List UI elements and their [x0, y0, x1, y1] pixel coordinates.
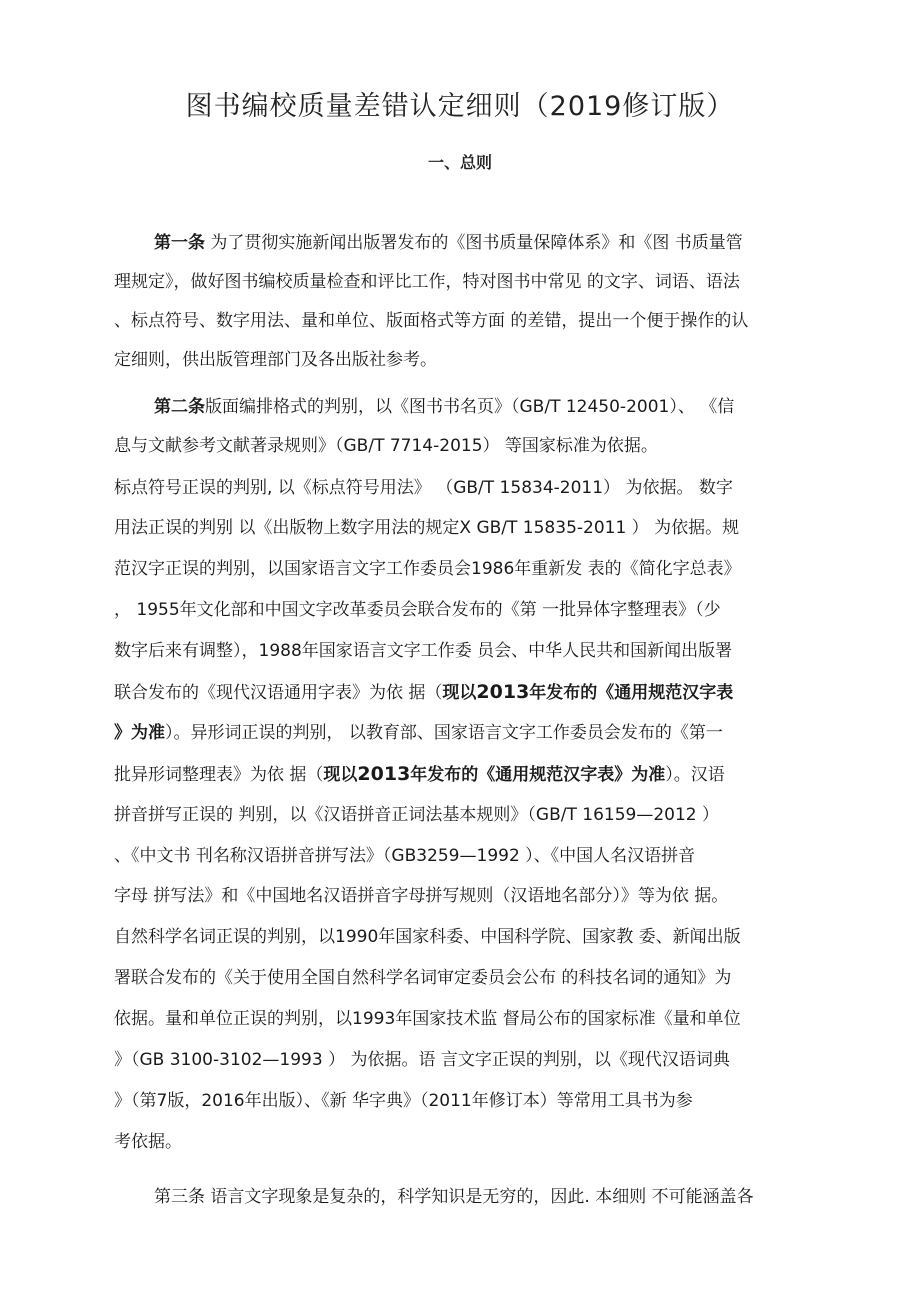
article2-line-9-bold: 》为准	[114, 723, 165, 743]
article2-line-18: 》（第7版，2016年出版）、《新 华字典》（2011年修订本）等常用工具书为参	[114, 1091, 693, 1111]
article2-line-10-bold-b: 年发布的《通用规范汉字表》为准	[410, 765, 666, 785]
document-title: 图书编校质量差错认定细则（2019修订版）	[185, 91, 735, 122]
article2-line-7: 数字后来有调整），1988年国家语言文字工作委 员会、中华人民共和国新闻出版署	[114, 641, 733, 661]
article2-line-16: 依据。量和单位正误的判别，以1993年国家技术监 督局公布的国家标准《量和单位	[114, 1009, 741, 1029]
article2-line-3: 标点符号正误的判别, 以《标点符号用法》 （GB/T 15834-2011） 为依据。 数字	[114, 478, 733, 498]
article2-line-4: 用法正误的判别 以《出版物上数字用法的规定X GB/T 15835-2011 ） 为依据。规	[114, 518, 740, 538]
article2-line-15: 署联合发布的《关于使用全国自然科学名词审定委员会公布 的科技名词的通知》为	[114, 968, 732, 988]
article2-line-10-bold-a: 现以	[323, 765, 358, 785]
article2-line-8-pre: 联合发布的《现代汉语通用字表》为依 据（	[114, 683, 443, 703]
article3-line-1: 第三条 语言文字现象是复杂的，科学知识是无穷的，因此. 本细则 不可能涵盖各	[154, 1187, 754, 1207]
article1-label: 第一条	[154, 233, 205, 253]
article2-label: 第二条	[154, 397, 205, 417]
article2-line-8	[114, 680, 733, 705]
article2-line-10	[114, 762, 725, 787]
article2-line-12: 、《中文书 刊名称汉语拼音拼写法》（GB3259—1992 ）、《中国人名汉语拼音	[114, 846, 696, 866]
article2-line-2: 息与文献参考文献著录规则》（GB/T 7714-2015） 等国家标准为依据。	[114, 436, 658, 456]
article2-line-19: 考依据。	[114, 1132, 182, 1152]
article2-line-10-pre: 批异形词整理表》为依 据（	[114, 765, 324, 785]
article2-line-10-post: ）。汉语	[665, 765, 725, 785]
article2-line-10-year: 2013	[357, 763, 411, 785]
section-heading: 一、总则	[427, 153, 492, 172]
article2-text-1: 版面编排格式的判别，以《图书书名页》（GB/T 12450-2001）、 《信	[205, 397, 735, 417]
article2-line-8-bold-a: 现以	[442, 683, 477, 703]
article1-line-2: 理规定》，做好图书编校质量检查和评比工作，特对图书中常见 的文字、词语、语法	[114, 272, 740, 292]
article1-line-4: 定细则，供出版管理部门及各出版社参考。	[114, 350, 437, 370]
article1-line-1	[154, 231, 743, 255]
article2-line-9	[114, 721, 723, 745]
article2-line-5: 范汉字正误的判别，以国家语言文字工作委员会1986年重新发 表的《简化字总表》	[114, 559, 741, 579]
article2-line-11: 拼音拼写正误的 判别，以《汉语拼音正词法基本规则》（GB/T 16159—2012 ）	[114, 805, 720, 825]
article1-text-1: 为了贯彻实施新闻出版署发布的《图书质量保障体系》和《图 书质量管	[205, 233, 743, 253]
article1-line-3: 、标点符号、数字用法、量和单位、版面格式等方面 的差错，提出一个便于操作的认	[114, 311, 749, 331]
article2-line-9-rest: ）。异形词正误的判别， 以教育部、国家语言文字工作委员会发布的《第一	[165, 723, 723, 743]
article2-line-8-bold-b: 年发布的《通用规范汉字表	[529, 683, 734, 703]
article2-line-17: 》（GB 3100-3102—1993 ） 为依据。语 言文字正误的判别，以《现代汉语词典	[114, 1050, 730, 1070]
article2-line-13: 字母 拼写法》和《中国地名汉语拼音字母拼写规则（汉语地名部分）》等为依 据。	[114, 886, 729, 906]
article2-line-14: 自然科学名词正误的判别，以1990年国家科委、中国科学院、国家教 委、新闻出版	[114, 927, 741, 947]
article2-line-8-year: 2013	[476, 681, 530, 703]
article2-line-6: ， 1955年文化部和中国文字改革委员会联合发布的《第 一批异体字整理表》（少	[114, 600, 721, 620]
article2-line-1	[154, 395, 734, 419]
